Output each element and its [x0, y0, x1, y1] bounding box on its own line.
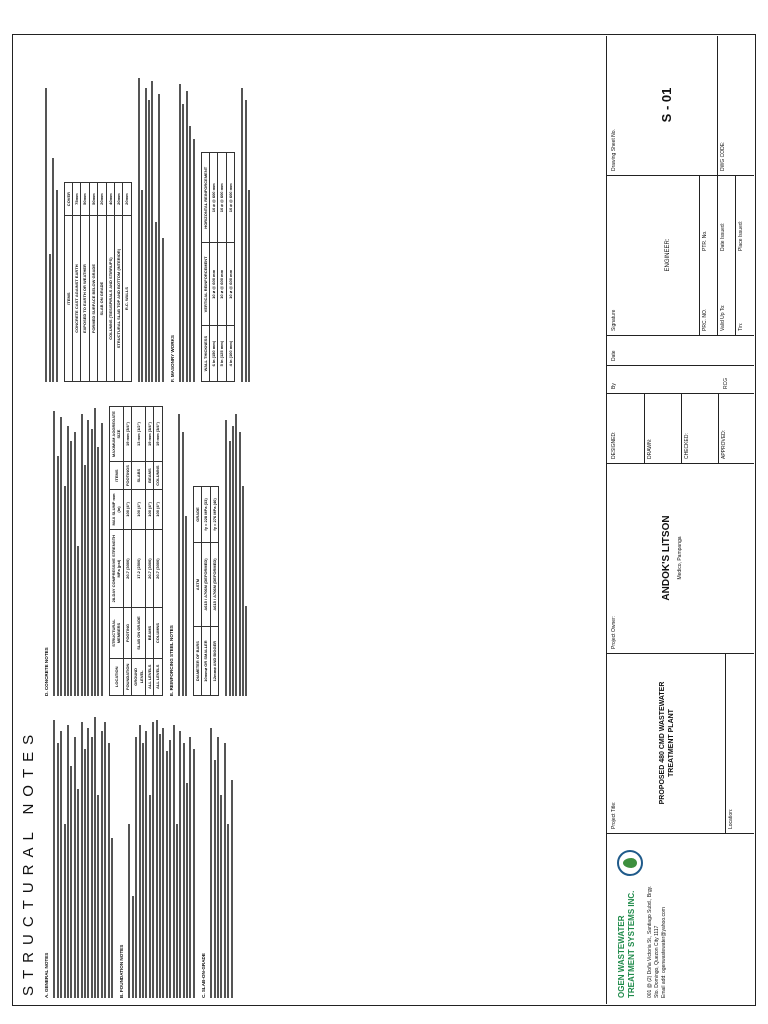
company-email: Email add: ogenwastewater@yahoo.com [661, 907, 667, 998]
table-header-row [193, 487, 201, 696]
tin-label: Tin: [738, 322, 744, 331]
owner-location: Medico, Pampanga [677, 536, 683, 580]
table-cell: A615 / A706M (DEFORMED) [202, 542, 210, 626]
company-cell [607, 834, 754, 1004]
table-cell: 75mm [72, 183, 80, 216]
designed-label: DESIGNED: [611, 431, 617, 459]
table-cell: 19 mm (3/4") [123, 407, 131, 462]
table-cell: 12mm⌀ AND BIGGER [210, 627, 218, 696]
section-foundation-heading: B. FOUNDATION NOTES [119, 944, 125, 998]
table-cell: SLAB ON GRADE [132, 608, 146, 658]
company-address-1: 001 @ (2) Doña Victoria St., Santiago Subd., Brgy. [647, 885, 653, 998]
table-cell: R.C. WALLS [123, 216, 131, 382]
table-header-row [64, 183, 72, 382]
table-cell: 10 ⌀ @ 600 mm [226, 153, 234, 244]
table-header-cell: STRUCTURAL MEMBERS [109, 608, 123, 658]
engineer-cell [607, 176, 754, 336]
rebar-notes-body-2 [225, 396, 247, 696]
title-area [14, 36, 46, 1004]
concrete-strength-table [109, 406, 163, 696]
table-header-cell: 28-DAY COMPRESSIVE STRENGTH MPa (psi) [109, 529, 123, 608]
table-cell: 10 ⌀ @ 600 mm [218, 243, 226, 326]
table-header-cell: LOCATION [109, 658, 123, 695]
table-cell: ALL LEVELS [154, 658, 162, 695]
foundation-notes-body [128, 708, 194, 998]
table-header-cell: COVER [64, 183, 72, 216]
table-cell: 100 (4") [145, 490, 153, 530]
owner-name: ANDOK'S LITSON [661, 515, 672, 601]
table-cell: 20mm [123, 183, 131, 216]
table-cell: 19 mm (3/4") [154, 407, 162, 462]
title-block [606, 36, 754, 1004]
by-column [607, 366, 754, 394]
table-cell: 100 (4") [123, 490, 131, 530]
rotated-drawing [14, 36, 754, 1004]
table-header-cell: DIAMETER OF BARS [193, 627, 201, 696]
concrete-notes-body [53, 396, 102, 696]
sheet-number-cell [607, 36, 754, 176]
table-cell: BEAMS [145, 462, 153, 490]
notes-column-3 [44, 62, 604, 382]
table-cell: FOOTINGS [123, 462, 131, 490]
place-issued-label: Place Issued: [738, 220, 744, 251]
table-cell: COLUMNS [154, 462, 162, 490]
table-cell: FOUNDATION [123, 658, 131, 695]
table-cell: COLUMNS (TIES/SPIRALS AND STIRRUPS) [106, 216, 114, 382]
masonry-notes-body [179, 62, 195, 382]
table-cell: 4 in (100 mm) [226, 326, 234, 382]
company-name-1: OGEN WASTEWATER [617, 915, 626, 998]
checked-label: CHECKED: [684, 433, 690, 459]
table-row [210, 487, 218, 696]
table-cell: 19 mm (3/4") [145, 407, 153, 462]
masonry-notes-body-2 [241, 62, 250, 382]
rebar-table [193, 486, 219, 696]
section-rebar-heading: E. REINFORCING STEEL NOTES [168, 625, 174, 696]
date-column [607, 336, 754, 366]
by-label: By [611, 383, 617, 389]
wall-reinforcement-table [201, 152, 236, 382]
table-row [154, 407, 162, 696]
table-cell: 5 in (125 mm) [218, 326, 226, 382]
project-title-2: TREATMENT PLANT [668, 709, 675, 777]
drawn-label: DRAWN: [647, 438, 653, 459]
notes-column-2 [44, 396, 604, 696]
table-header-cell: ASTM [193, 542, 201, 626]
table-cell: GROUND LEVEL [132, 658, 146, 695]
general-notes-body [53, 708, 113, 998]
table-row [115, 183, 123, 382]
table-cell: 10 ⌀ @ 600 mm [209, 243, 217, 326]
engineer-label: ENGINEER: [665, 238, 671, 272]
signature-label: Signature [611, 309, 617, 331]
table-cell: 6 in (150 mm) [209, 326, 217, 382]
table-cell: fy = 228 MPa (33) [202, 487, 210, 543]
table-row [89, 183, 97, 382]
page-title: STRUCTURAL NOTES [20, 727, 37, 996]
table-header-cell: HORIZONTAL REINFORCEMENT [201, 153, 209, 244]
table-cell: CONCRETE CAST AGAINST EARTH [72, 216, 80, 382]
table-header-row [109, 407, 123, 696]
table-cell: 17.2 (2500) [132, 529, 146, 608]
table-cell: 100 (4") [154, 490, 162, 530]
section-slab-heading: C. SLAB-ON-GRADE [200, 953, 206, 998]
table-row [98, 183, 106, 382]
slab-notes-body [210, 708, 232, 998]
table-row [145, 407, 153, 696]
notes-column-1 [44, 708, 604, 998]
table-cell: 10 ⌀ @ 600 mm [209, 153, 217, 244]
company-name-2: TREATMENT SYSTEMS INC. [627, 890, 636, 998]
concrete-cover-table [64, 182, 132, 382]
project-owner-cell [607, 464, 754, 654]
table-row [218, 153, 226, 382]
table-cell: 20mm [98, 183, 106, 216]
table-row [226, 153, 234, 382]
project-owner-label: Project Owner: [611, 615, 617, 649]
table-row [72, 183, 80, 382]
table-cell: 20mm [115, 183, 123, 216]
company-address-2: Sto. Domingo, Quezon City 1117 [654, 925, 660, 998]
table-cell: 100 (4") [132, 490, 146, 530]
approved-value: RCG [723, 377, 729, 389]
table-cell: fy = 276 MPa (40) [210, 487, 218, 543]
sheet-number: S - 01 [659, 87, 674, 123]
drawing-sheet [14, 36, 754, 1004]
table-row [123, 183, 131, 382]
table-cell: ALL LEVELS [145, 658, 153, 695]
dwg-code-label: DWG CODE: [720, 141, 726, 171]
section-masonry-heading: F. MASONRY WORKS [169, 335, 175, 382]
table-cell: SLABS [132, 462, 146, 490]
table-cell: 20.7 (3000) [145, 529, 153, 608]
location-label: Location: [728, 808, 734, 829]
table-header-cell: WALL THICKNESS [201, 326, 209, 382]
project-title-label: Project Title: [611, 801, 617, 829]
table-cell: SLAB ON GRADE [98, 216, 106, 382]
table-cell: 40mm [106, 183, 114, 216]
ptr-label: PTR. No. [702, 230, 708, 251]
company-logo-icon [617, 850, 643, 876]
table-cell: EXPOSED TO EARTH OR WEATHER [81, 216, 89, 382]
table-row [209, 153, 217, 382]
table-header-cell: ITEMS [64, 216, 72, 382]
sheet-no-label: Drawing Sheet No. [611, 129, 617, 171]
table-cell: STRUCTURAL SLAB TOP AND BOTTOM (INTERIOR) [115, 216, 123, 382]
table-row [106, 183, 114, 382]
table-cell: A615 / A706M (DEFORMED) [210, 542, 218, 626]
table-header-cell: VERTICAL REINFORCEMENT [201, 243, 209, 326]
table-header-cell: MAXIMUM AGGREGATE SIZE [109, 407, 123, 462]
table-cell: 13 mm (1/2") [132, 407, 146, 462]
table-header-row [201, 153, 209, 382]
table-header-cell: ITEMS [109, 462, 123, 490]
table-row [123, 407, 131, 696]
table-cell: 50mm [81, 183, 89, 216]
table-cell: 50mm [89, 183, 97, 216]
rebar-notes-body [178, 396, 187, 696]
section-general-heading: A. GENERAL NOTES [44, 952, 49, 998]
table-cell: FOOTING [123, 608, 131, 658]
date-issued-label: Date Issued: [720, 222, 726, 251]
table-row [81, 183, 89, 382]
project-title-1: PROPOSED 480 CMD WASTEWATER [659, 681, 666, 805]
table-row [202, 487, 210, 696]
table-cell: 20.7 (3000) [123, 529, 131, 608]
table-header-cell: MAX SLUMP mm (in) [109, 490, 123, 530]
table-cell: COLUMNS [154, 608, 162, 658]
approval-cell [607, 394, 754, 464]
table-cell: 10mm⌀ OR SMALLER [202, 627, 210, 696]
prc-label: PRC. NO. [702, 308, 708, 331]
table-cell: BEAMS [145, 608, 153, 658]
table-cell: 20.7 (3000) [154, 529, 162, 608]
cover-notes-body-2 [138, 62, 164, 382]
table-header-cell: GRADE [193, 487, 201, 543]
cover-notes-body [45, 62, 57, 382]
table-row [132, 407, 146, 696]
project-title-cell [607, 654, 754, 834]
date-label: Date [611, 350, 617, 361]
valid-label: Valid Up To: [720, 304, 726, 331]
table-cell: FORMED SURFACE BELOW GRADE [89, 216, 97, 382]
section-concrete-heading: D. CONCRETE NOTES [44, 647, 49, 696]
table-cell: 10 ⌀ @ 600 mm [226, 243, 234, 326]
approved-label: APPROVED: [721, 429, 727, 459]
table-cell: 10 ⌀ @ 600 mm [218, 153, 226, 244]
